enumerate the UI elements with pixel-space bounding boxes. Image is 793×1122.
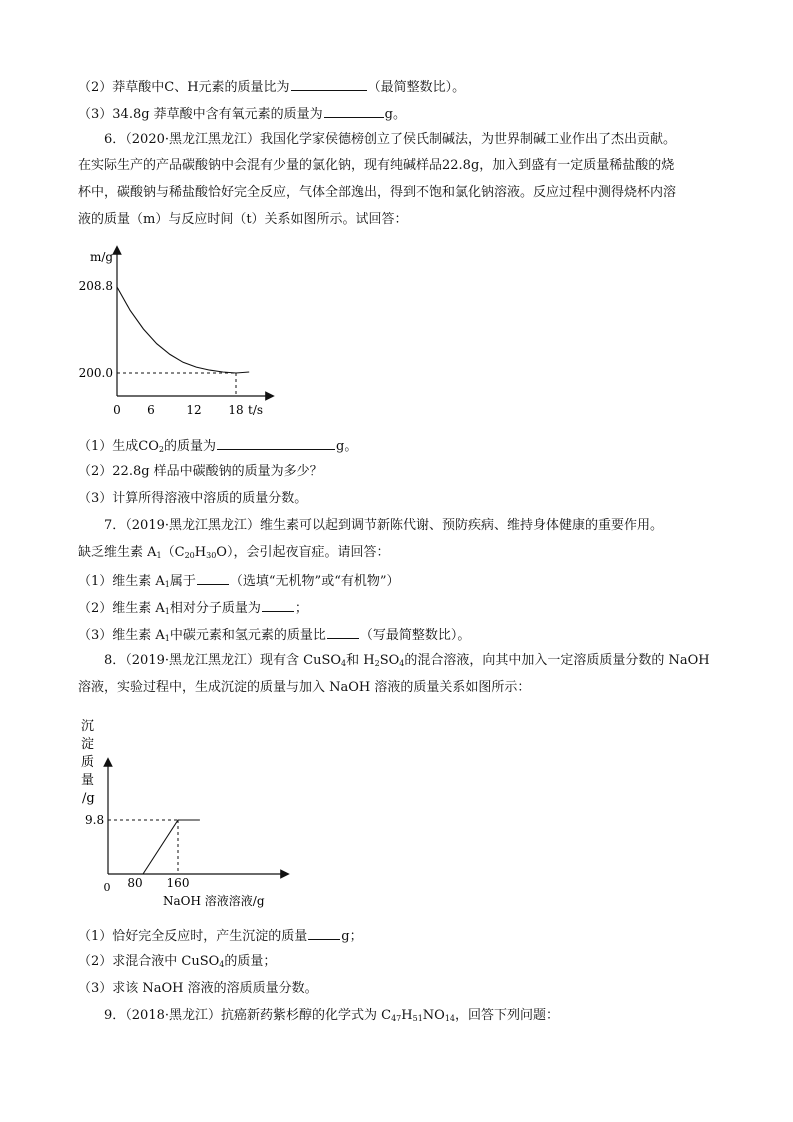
q8-head-1: 8．（2019·黑龙江黑龙江）现有含 CuSO$_4$和 $H_2SO_4$的混合溶液，向其中加入一定溶质质量分数的 NaOH bbox=[104, 653, 710, 668]
answer-blank[interactable] bbox=[327, 625, 359, 639]
precipitate-chart bbox=[78, 714, 298, 914]
q8-line-1: （1）恰好完全反应时，产生沉淀的质量 g； bbox=[78, 926, 363, 946]
q8-head-2: 溶液，实验过程中，生成沉淀的质量与加入 NaOH 溶液的质量关系如图所示： bbox=[78, 680, 531, 695]
q6-head-2: 在实际生产的产品碳酸钠中会混有少量的氯化钠，现有纯碱样品22.8g，加入到盛有一定质量稀盐酸的烧 bbox=[78, 158, 675, 173]
y-tick-label: 200.0 bbox=[78, 366, 113, 380]
x-tick-label: 160 bbox=[166, 876, 190, 890]
q7-line-2: （2）维生素 $A_1$相对分子质量为 ； bbox=[78, 598, 308, 621]
mass-time-chart bbox=[78, 240, 288, 420]
q8-line-3: （3）求该 NaOH 溶液的溶质质量分数。 bbox=[78, 981, 318, 996]
q6-head-1: 6．（2020·黑龙江黑龙江）我国化学家侯德榜创立了侯氏制碱法，为世界制碱工业作出了杰出贡献。 bbox=[104, 132, 676, 147]
x-tick-label: 0 bbox=[113, 403, 121, 417]
q6-question-3: （3）计算所得溶液中溶质的质量分数。 bbox=[78, 491, 308, 506]
y-tick-label: 208.8 bbox=[78, 279, 113, 293]
q6-question-1: （1）生成$CO_2$的质量为 g。 bbox=[78, 436, 357, 459]
q7-head-1: 7．（2019·黑龙江黑龙江）维生素可以起到调节新陈代谢、预防疾病、维持身体健康的重要作用。 bbox=[104, 518, 663, 533]
q7-head-2: 缺乏维生素 $A_1(C_{20}H_{30}O)$，会引起夜盲症。请回答： bbox=[78, 545, 390, 560]
q6-head-4: 液的质量（m）与反应时间（t）关系如图所示。试回答： bbox=[78, 212, 408, 227]
x-tick-label: 6 bbox=[147, 403, 155, 417]
x-tick-label: 12 bbox=[186, 403, 202, 417]
q6-question-2: （2）22.8g 样品中碳酸钠的质量为多少？ bbox=[78, 464, 323, 479]
x-tick-label: 18 bbox=[228, 403, 244, 417]
q7-line-3: （3）维生素 $A_1$中碳元素和氢元素的质量比 （写最简整数比）。 bbox=[78, 625, 470, 648]
x-axis-label: t/s bbox=[248, 403, 264, 417]
q7-line-1: （1）维生素 $A_1$属于 （选填“无机物”或“有机物”） bbox=[78, 571, 400, 594]
mass-curve bbox=[117, 287, 249, 373]
y-label-char: 量 bbox=[81, 773, 95, 788]
y-label-char: 沉 bbox=[81, 719, 95, 734]
y-label-char: 质 bbox=[81, 755, 95, 770]
y-axis-label bbox=[81, 719, 95, 806]
q8-line-2: （2）求混合液中 CuSO$_4$的质量； bbox=[78, 954, 277, 969]
answer-blank[interactable] bbox=[217, 436, 335, 450]
q5-line-2: （2）莽草酸中C、H元素的质量比为 （最简整数比）。 bbox=[78, 77, 465, 97]
answer-blank[interactable] bbox=[197, 571, 229, 585]
y-label-char: 淀 bbox=[81, 737, 95, 752]
answer-blank[interactable] bbox=[324, 104, 384, 118]
x-tick-label: 0 bbox=[103, 881, 111, 894]
q5-line-3: （3）34.8g 莽草酸中含有氧元素的质量为 g。 bbox=[78, 104, 406, 124]
answer-blank[interactable] bbox=[291, 77, 367, 91]
q9-head: 9．（2018·黑龙江）抗癌新药紫杉醇的化学式为 $C_{47}H_{51}NO_{14}$，回答下列问题： bbox=[104, 1008, 560, 1023]
x-tick-label: 80 bbox=[127, 876, 143, 890]
y-axis-label: m/g bbox=[90, 250, 114, 264]
y-tick-label: 9.8 bbox=[85, 813, 105, 827]
answer-blank[interactable] bbox=[308, 926, 340, 940]
answer-blank[interactable] bbox=[262, 598, 294, 612]
precipitate-line bbox=[143, 820, 200, 874]
x-axis-label: NaOH 溶液溶液/g bbox=[163, 894, 265, 908]
y-label-char: /g bbox=[82, 791, 95, 806]
q6-head-3: 杯中，碳酸钠与稀盐酸恰好完全反应，气体全部逸出，得到不饱和氯化钠溶液。反应过程中测得烧杯内溶 bbox=[78, 185, 677, 200]
